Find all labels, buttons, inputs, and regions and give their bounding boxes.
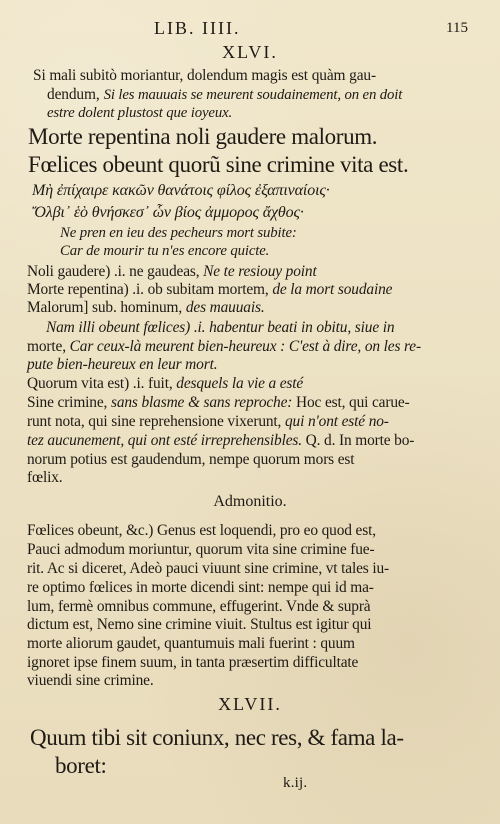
- main-verse-line-1: Morte repentina noli gaudere malorum.: [28, 124, 378, 149]
- note-line-11: norum potius est gaudendum, nempe quorum mors est: [27, 451, 355, 468]
- paragraph-line-1: Fœlices obeunt, &c.) Genus est loquendi, pro eo quod est,: [27, 522, 376, 539]
- paragraph-line-6: dictum est, Nemo sine crimine viuit. Stultus est igitur qui: [27, 616, 372, 633]
- intro-latin-line-1: Si mali subitò moriantur, dolendum magis est quàm gau-: [33, 67, 376, 84]
- note-line-3-latin: Malorum] sub. hominum,: [27, 299, 183, 316]
- french-verse-line-1: Ne pren en ieu des pecheurs mort subite:: [60, 225, 297, 241]
- greek-verse-line-2: Ὄλβι᾽ ἑὸ θνήσκεσ᾽ ὧν βίος ἀμμορος ἄχθος·: [32, 204, 304, 221]
- page-number: 115: [446, 20, 468, 36]
- signature-mark: k.ij.: [283, 775, 308, 791]
- chapter-number-xlvii: XLVII.: [218, 694, 282, 714]
- note-line-12: fœlix.: [27, 469, 63, 486]
- note-line-3-french: des mauuais.: [185, 299, 265, 316]
- paragraph-line-9: viuendi sine crimine.: [27, 672, 154, 689]
- paragraph-line-7: morte aliorum gaudet, quantumuis mali fuerint : quum: [27, 635, 355, 652]
- note-line-1: [27, 264, 317, 279]
- paragraph-line-4: re optimo fœlices in morte dicendi sint: nempe qui id ma-: [27, 579, 374, 596]
- intro-combined-line: [47, 87, 402, 103]
- note-line-8: [27, 395, 410, 410]
- note-line-2-french: de la mort soudaine: [272, 281, 393, 298]
- note-line-10-latin: Q. d. In morte bo-: [305, 432, 415, 449]
- note-line-2: [27, 282, 392, 297]
- note-line-10: [27, 433, 414, 448]
- note-line-7: [27, 376, 303, 391]
- french-verse-line-2: Car de mourir tu n'es encore quicte.: [60, 243, 270, 259]
- note-line-9: [27, 414, 389, 429]
- admonitio-heading: Admonitio.: [213, 493, 287, 510]
- note-line-2-latin: Morte repentina) .i. ob subitam mortem,: [27, 281, 269, 298]
- note-line-3: [27, 300, 265, 315]
- note-line-9-latin: runt nota, qui sine reprehensione vixerunt,: [27, 413, 282, 430]
- note-line-9-french: qui n'ont esté no-: [285, 413, 389, 430]
- note-line-4: Nam illi obeunt fœlices) .i. habentur beati in obitu, siue in: [46, 319, 395, 336]
- intro-latin-line-2: dendum,: [47, 86, 100, 103]
- paragraph-line-2: Pauci admodum moriuntur, quorum vita sine crimine fue-: [27, 541, 375, 558]
- note-line-8-latin-cont: Hoc est, qui carue-: [296, 394, 410, 411]
- note-line-8-french: sans blasme & sans reproche:: [110, 394, 293, 411]
- chapter-number-xlvi: XLVI.: [222, 42, 278, 62]
- note-line-1-latin: Noli gaudere) .i. ne gaudeas,: [27, 263, 200, 280]
- main-verse-line-2: Fœlices obeunt quorũ sine crimine vita est.: [28, 152, 409, 177]
- note-line-5-latin: morte,: [27, 338, 66, 355]
- closing-verse-line-1: Quum tibi sit coniunx, nec res, & fama la-: [30, 725, 404, 750]
- note-line-8-latin: Sine crimine,: [27, 394, 108, 411]
- running-head: LIB. IIII.: [154, 18, 241, 38]
- note-line-10-french: tez aucunement, qui ont esté irreprehensibles.: [27, 432, 302, 449]
- paragraph-line-3: rit. Ac si diceret, Adeò pauci viuunt sine crimine, vt tales iu-: [27, 560, 390, 577]
- note-line-7-french: desquels la vie a esté: [176, 375, 304, 392]
- greek-verse-line-1: Μὴ ἐπίχαιρε κακῶν θανάτοις φίλος ἐξαπιναίοις·: [32, 182, 330, 199]
- intro-french-line-2: estre dolent plustost que ioyeux.: [47, 105, 233, 121]
- note-line-6: pute bien-heureux en leur mort.: [27, 356, 218, 373]
- paragraph-line-8: ignoret ipse finem suum, in tanta præsertim difficultate: [27, 654, 359, 671]
- intro-french-line-1: Si les mauuais se meurent soudainement, on en doit: [103, 87, 403, 103]
- note-line-1-french: Ne te resiouy point: [203, 263, 317, 280]
- paragraph-line-5: lum, fermè omnibus commune, effugerint. Vnde & suprà: [27, 598, 371, 615]
- closing-verse-line-2: boret:: [55, 753, 107, 778]
- note-line-5: [27, 339, 421, 354]
- note-line-5-french: Car ceux-là meurent bien-heureux : C'est à dire, on les re-: [69, 338, 421, 355]
- note-line-7-latin: Quorum vita est) .i. fuit,: [27, 375, 173, 392]
